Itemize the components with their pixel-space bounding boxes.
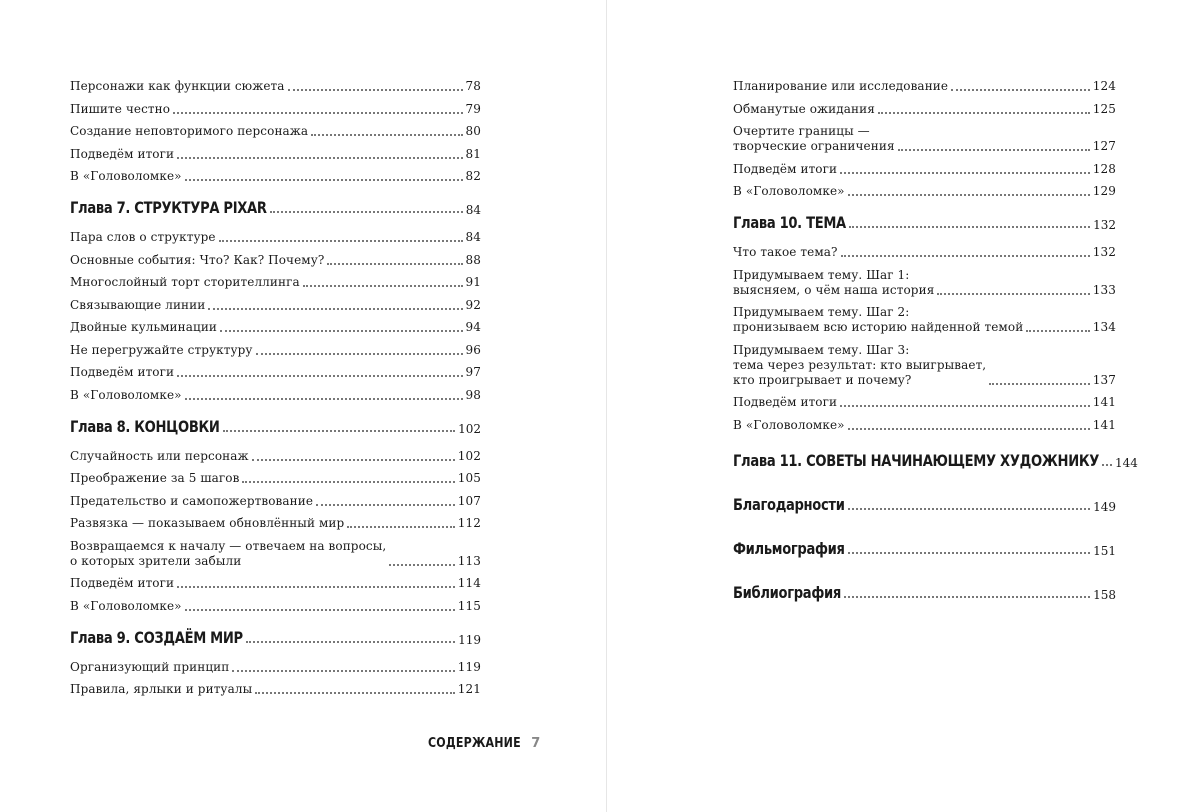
toc-chapter[interactable] xyxy=(733,213,1116,233)
chapter-title: Глава 10. ТЕМА xyxy=(733,213,846,232)
dot-leader xyxy=(989,382,1090,385)
entry-title: Придумываем тему. Шаг 2: пронизываем всю историю найденной темой xyxy=(733,305,1024,334)
entry-title: Планирование или исследование xyxy=(733,79,949,93)
page-number: 137 xyxy=(1092,372,1116,387)
page-number: 124 xyxy=(1092,79,1116,93)
toc-entry[interactable] xyxy=(70,494,481,509)
entry-title: Подведём итоги xyxy=(70,365,175,379)
toc-chapter[interactable] xyxy=(733,495,1116,515)
page-number: 84 xyxy=(465,230,481,244)
toc-entry[interactable] xyxy=(70,320,481,335)
toc-entry[interactable] xyxy=(733,268,1116,298)
toc-entry[interactable] xyxy=(70,147,481,162)
toc-entry[interactable] xyxy=(70,298,481,313)
toc-entry[interactable] xyxy=(733,162,1116,177)
dot-leader xyxy=(255,691,455,694)
dot-leader xyxy=(185,178,463,181)
page-number: 158 xyxy=(1093,587,1116,602)
entry-title: Создание неповторимого персонажа xyxy=(70,124,309,138)
dot-leader xyxy=(937,292,1089,295)
dot-leader xyxy=(232,669,454,672)
entry-title: В «Головоломке» xyxy=(733,417,845,432)
page-number: 141 xyxy=(1092,395,1116,409)
dot-leader xyxy=(252,458,455,461)
entry-title: Случайность или персонаж xyxy=(70,448,249,463)
page-number: 98 xyxy=(465,387,481,402)
dot-leader xyxy=(185,608,455,611)
page-number: 132 xyxy=(1093,218,1116,232)
entry-title: Подведём итоги xyxy=(70,576,175,590)
page-number: 102 xyxy=(458,421,481,436)
page-number: 82 xyxy=(465,169,481,183)
dot-leader xyxy=(840,404,1090,407)
dot-leader xyxy=(389,563,454,566)
dot-leader xyxy=(177,374,462,377)
entry-title: Придумываем тему. Шаг 1: выясняем, о чём наша история xyxy=(733,267,935,297)
page-number: 81 xyxy=(465,146,481,161)
page-number: 133 xyxy=(1092,282,1116,297)
entry-title: Пара слов о структуре xyxy=(70,230,216,244)
page-number: 125 xyxy=(1092,101,1116,116)
toc-entry[interactable] xyxy=(70,124,481,139)
dot-leader xyxy=(246,640,455,643)
footer-label: СОДЕРЖАНИЕ xyxy=(428,736,521,751)
chapter-title: Глава 9. СОЗДАЁМ МИР xyxy=(70,627,243,647)
dot-leader xyxy=(848,507,1091,510)
dot-leader xyxy=(256,352,463,355)
chapter-title: Глава 11. СОВЕТЫ НАЧИНАЮЩЕМУ ХУДОЖНИКУ xyxy=(733,450,1100,470)
dot-leader xyxy=(316,503,455,506)
dot-leader xyxy=(951,88,1090,91)
entry-title: Преображение за 5 шагов xyxy=(70,471,240,485)
page-number: 132 xyxy=(1092,245,1116,259)
toc-entry[interactable] xyxy=(733,102,1116,117)
entry-title: Возвращаемся к началу — отвечаем на вопросы, о которых зрители забыли xyxy=(70,538,387,568)
entry-title: Что такое тема? xyxy=(733,245,838,259)
toc-chapter[interactable] xyxy=(733,450,1138,471)
dot-leader xyxy=(177,156,462,159)
dot-leader xyxy=(848,551,1090,554)
toc-entry[interactable] xyxy=(70,449,481,464)
toc-chapter[interactable] xyxy=(70,628,481,648)
page-number: 128 xyxy=(1092,161,1116,176)
toc-entry[interactable] xyxy=(70,275,481,290)
chapter-title: Фильмография xyxy=(733,538,845,558)
entry-title: Обманутые ожидания xyxy=(733,101,875,116)
dot-leader xyxy=(223,429,456,432)
running-footer xyxy=(428,736,540,751)
toc-chapter[interactable] xyxy=(733,583,1116,603)
toc-entry[interactable] xyxy=(70,79,481,94)
entry-title: В «Головоломке» xyxy=(70,387,182,402)
dot-leader xyxy=(898,148,1090,151)
page-number: 149 xyxy=(1093,499,1116,514)
toc-entry[interactable] xyxy=(70,365,481,380)
entry-title: Организующий принцип xyxy=(70,659,230,674)
dot-leader xyxy=(242,480,454,483)
page-number: 91 xyxy=(465,275,481,289)
dot-leader xyxy=(840,171,1090,174)
toc-entry[interactable] xyxy=(70,539,481,569)
page-number: 141 xyxy=(1092,417,1116,432)
entry-title: Пишите честно xyxy=(70,101,171,116)
page-number: 102 xyxy=(457,448,481,463)
dot-leader xyxy=(173,111,462,114)
toc-entry[interactable] xyxy=(70,576,481,591)
toc-entry[interactable] xyxy=(70,516,481,531)
toc-list-left xyxy=(70,79,481,705)
page-number: 78 xyxy=(465,79,481,93)
toc-entry[interactable] xyxy=(733,343,1116,388)
page-number: 88 xyxy=(465,252,481,267)
page-number: 114 xyxy=(457,576,481,590)
entry-title: Основные события: Что? Как? Почему? xyxy=(70,252,325,267)
toc-entry[interactable] xyxy=(70,230,481,245)
page-number: 80 xyxy=(465,124,481,138)
dot-leader xyxy=(219,239,463,242)
dot-leader xyxy=(220,329,463,332)
entry-title: Персонажи как функции сюжета xyxy=(70,79,285,93)
page-number: 94 xyxy=(465,320,481,334)
entry-title: В «Головоломке» xyxy=(70,169,182,183)
toc-entry[interactable] xyxy=(733,79,1116,94)
entry-title: Придумываем тему. Шаг 3: тема через результат: кто выигрывает, кто проигрывает и почему? xyxy=(733,342,987,387)
entry-title: Подведём итоги xyxy=(733,395,838,409)
toc-entry[interactable] xyxy=(70,599,481,614)
toc-entry[interactable] xyxy=(70,660,481,675)
entry-title: Очертите границы — творческие ограничения xyxy=(733,124,895,153)
page-number: 107 xyxy=(457,493,481,508)
entry-title: В «Головоломке» xyxy=(70,598,182,613)
toc-chapter[interactable] xyxy=(70,417,481,437)
entry-title: Подведём итоги xyxy=(733,161,838,176)
dot-leader xyxy=(347,525,454,528)
page-number: 119 xyxy=(458,632,481,647)
dot-leader xyxy=(844,595,1090,598)
entry-title: Подведём итоги xyxy=(70,146,175,161)
toc-entry[interactable] xyxy=(733,184,1116,199)
chapter-title: Благодарности xyxy=(733,494,845,514)
page-number: 144 xyxy=(1115,455,1138,470)
dot-leader xyxy=(288,88,463,91)
chapter-title: Библиография xyxy=(733,582,841,602)
toc-entry[interactable] xyxy=(70,102,481,117)
page-number: 84 xyxy=(465,203,481,217)
toc-chapter[interactable] xyxy=(733,539,1116,559)
toc-entry[interactable] xyxy=(70,471,481,486)
entry-title: Правила, ярлыки и ритуалы xyxy=(70,682,253,696)
dot-leader xyxy=(878,111,1090,114)
page-number: 129 xyxy=(1092,184,1116,198)
toc-entry[interactable] xyxy=(733,395,1116,410)
entry-title: Связывающие линии xyxy=(70,297,206,312)
page-number: 115 xyxy=(457,598,481,613)
page-number: 79 xyxy=(465,101,481,116)
chapter-title: Глава 7. СТРУКТУРА PIXAR xyxy=(70,198,267,217)
toc-entry[interactable] xyxy=(733,305,1116,335)
dot-leader xyxy=(185,397,463,400)
toc-entry[interactable] xyxy=(70,682,481,697)
entry-title: Двойные кульминации xyxy=(70,320,218,334)
dot-leader xyxy=(848,427,1090,430)
footer-page-number: 7 xyxy=(531,736,541,751)
page-number: 121 xyxy=(457,682,481,696)
page-number: 113 xyxy=(457,553,481,568)
entry-title: Развязка — показываем обновлённый мир xyxy=(70,516,345,530)
page-number: 119 xyxy=(457,659,481,674)
dot-leader xyxy=(1102,463,1112,466)
toc-entry[interactable] xyxy=(70,169,481,184)
toc-entry[interactable] xyxy=(733,124,1116,154)
dot-leader xyxy=(327,262,462,265)
entry-title: В «Головоломке» xyxy=(733,184,845,198)
toc-entry[interactable] xyxy=(733,418,1116,433)
toc-list-right xyxy=(733,79,1138,627)
page-number: 97 xyxy=(465,365,481,379)
dot-leader xyxy=(208,307,462,310)
dot-leader xyxy=(311,133,462,136)
page-number: 127 xyxy=(1092,139,1116,153)
toc-chapter[interactable] xyxy=(70,198,481,218)
page-number: 134 xyxy=(1092,320,1116,334)
right-page xyxy=(607,0,1181,812)
dot-leader xyxy=(177,585,455,588)
entry-title: Не перегружайте структуру xyxy=(70,342,253,357)
dot-leader xyxy=(1026,329,1089,332)
page-number: 105 xyxy=(457,471,481,485)
dot-leader xyxy=(841,254,1090,257)
dot-leader xyxy=(848,193,1090,196)
dot-leader xyxy=(849,225,1090,228)
toc-entry[interactable] xyxy=(70,388,481,403)
page-number: 112 xyxy=(457,516,481,530)
dot-leader xyxy=(303,284,463,287)
page-number: 92 xyxy=(465,297,481,312)
chapter-title: Глава 8. КОНЦОВКИ xyxy=(70,416,220,436)
entry-title: Многослойный торт сторителлинга xyxy=(70,275,300,289)
dot-leader xyxy=(270,210,463,213)
page-number: 96 xyxy=(465,342,481,357)
toc-entry[interactable] xyxy=(70,343,481,358)
toc-entry[interactable] xyxy=(733,245,1116,260)
toc-entry[interactable] xyxy=(70,253,481,268)
entry-title: Предательство и самопожертвование xyxy=(70,493,314,508)
page-number: 151 xyxy=(1093,543,1116,558)
